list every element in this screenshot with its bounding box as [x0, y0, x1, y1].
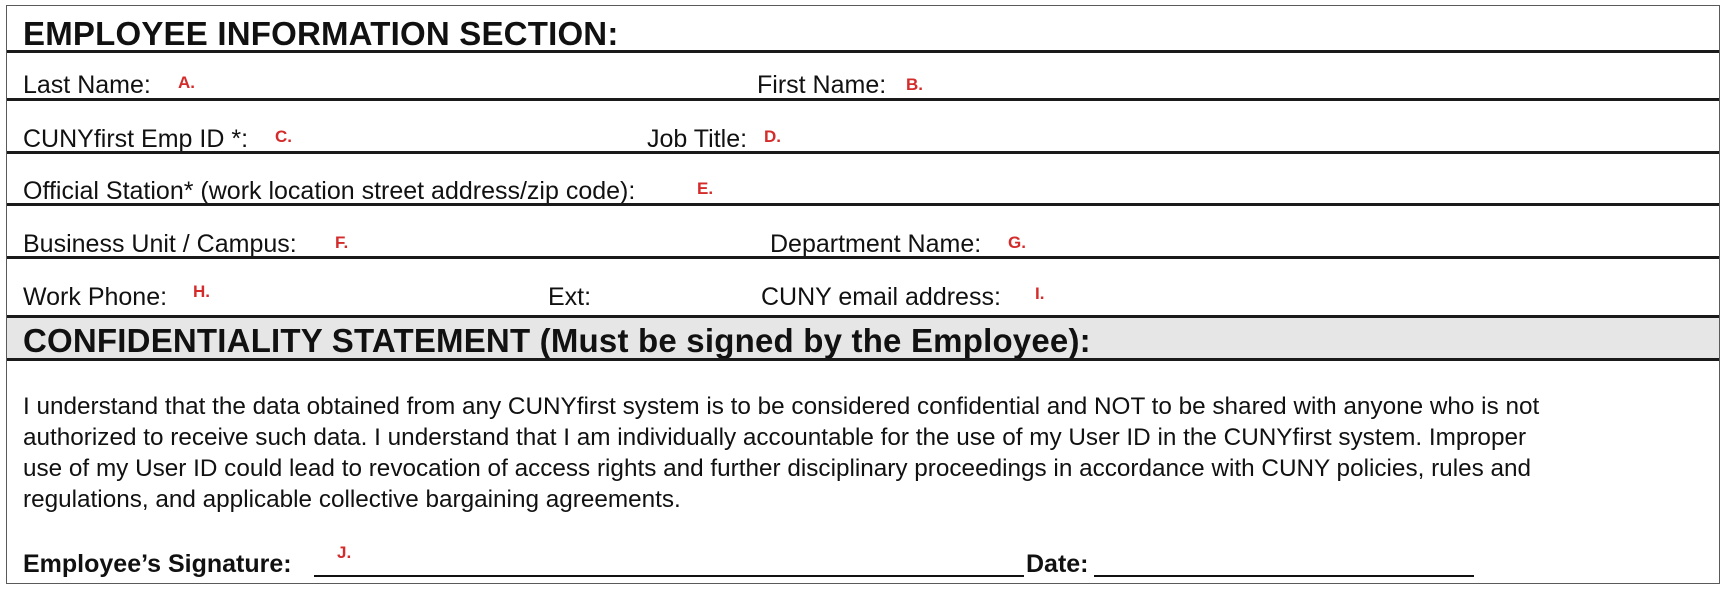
last-name-label: Last Name: [23, 71, 151, 99]
signature-line[interactable] [314, 575, 1024, 577]
official-station-field[interactable]: E. [697, 179, 714, 198]
confidentiality-title: CONFIDENTIALITY STATEMENT (Must be signed by the Employee): [23, 322, 1091, 359]
employee-form [6, 5, 1720, 584]
ext-label: Ext: [548, 283, 592, 311]
row-divider [7, 203, 1719, 206]
row-divider [7, 151, 1719, 154]
date-line[interactable] [1094, 575, 1474, 577]
row-divider [7, 256, 1719, 259]
official-station-label: Official Station* (work location street address/zip code): [23, 177, 636, 205]
job-title-field[interactable]: D. [764, 127, 781, 146]
paragraph-line: regulations, and applicable collective bargaining agreements. [23, 486, 681, 513]
business-unit-field[interactable]: F. [335, 233, 349, 252]
first-name-label: First Name: [757, 71, 887, 99]
paragraph-line: I understand that the data obtained from any CUNYfirst system is to be considered confidential and NOT to be shared with anyone who is not [23, 393, 1540, 420]
signature-marker: J. [337, 543, 352, 562]
job-title-label: Job Title: [647, 125, 748, 153]
email-label: CUNY email address: [761, 283, 1001, 311]
email-field[interactable]: I. [1035, 284, 1045, 303]
date-label: Date: [1026, 550, 1089, 578]
row-divider [7, 358, 1719, 361]
row-divider [7, 50, 1719, 53]
row-divider [7, 98, 1719, 101]
paragraph-line: use of my User ID could lead to revocation of access rights and further disciplinary proceedings in accordance with CUNY policies, rules and [23, 455, 1532, 482]
department-label: Department Name: [770, 230, 982, 258]
emp-id-label: CUNYfirst Emp ID *: [23, 125, 249, 153]
department-field[interactable]: G. [1008, 233, 1026, 252]
business-unit-label: Business Unit / Campus: [23, 230, 297, 258]
first-name-field[interactable]: B. [906, 75, 923, 94]
signature-label: Employee’s Signature: [23, 550, 292, 578]
paragraph-line: authorized to receive such data. I understand that I am individually accountable for the use of my User ID in the CUNYfirst system. Improper [23, 424, 1527, 451]
last-name-field[interactable]: A. [178, 73, 195, 92]
row-divider [7, 315, 1719, 318]
emp-id-field[interactable]: C. [275, 127, 292, 146]
employee-section-title: EMPLOYEE INFORMATION SECTION: [23, 15, 619, 52]
work-phone-field[interactable]: H. [193, 282, 210, 301]
confidentiality-paragraph [23, 391, 1713, 515]
work-phone-label: Work Phone: [23, 283, 168, 311]
